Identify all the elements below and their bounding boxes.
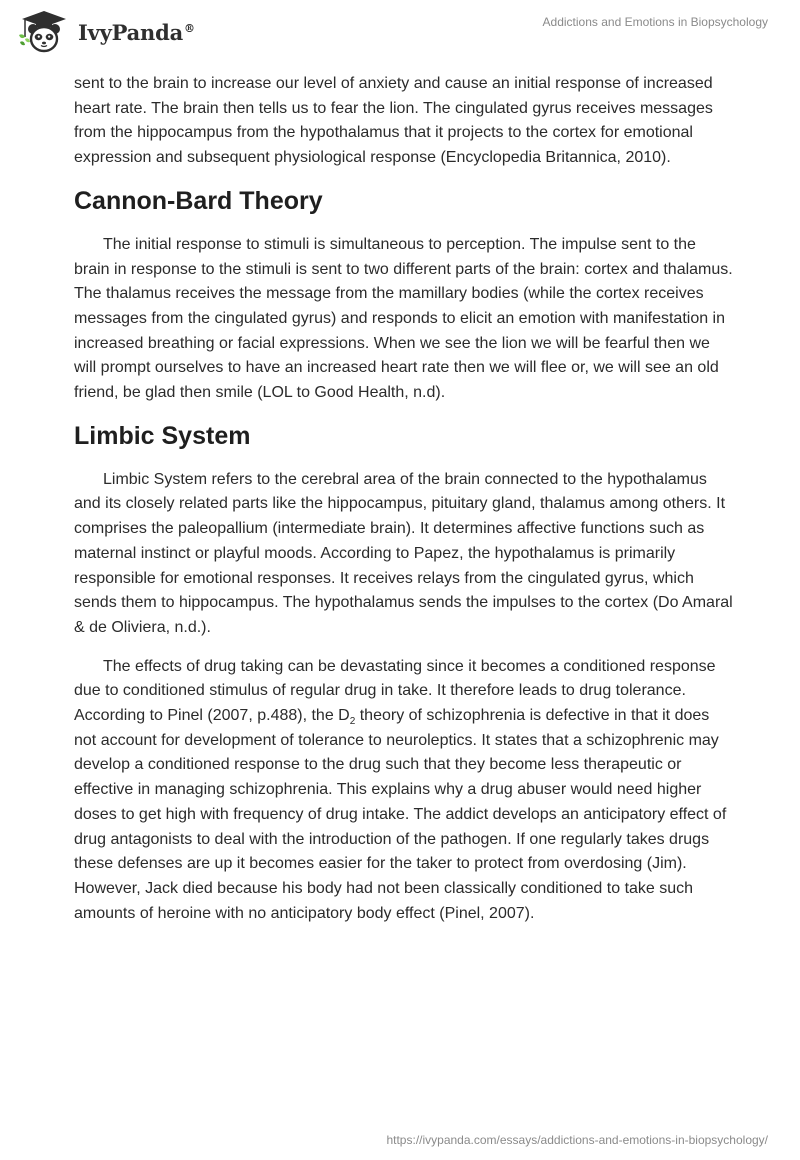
limbic-system-heading: Limbic System [74,421,251,450]
brand-logo[interactable] [14,9,195,55]
drug-tolerance-paragraph [74,655,734,927]
panda-logo-icon [14,9,74,55]
essay-content [74,72,734,940]
intro-paragraph: sent to the brain to increase our level of anxiety and cause an initial response of increased heart rate. The brain then tells us to fear the lion. The cingulated gyrus receives messages from the hippocampus from the hypothalamus that it projects to the cortex for emotional expression and subsequent physiological response (Encyclopedia Britannica, 2010). [74,75,713,167]
source-url[interactable]: https://ivypanda.com/essays/addictions-and-emotions-in-biopsychology/ [386,1133,768,1147]
cannon-bard-heading: Cannon-Bard Theory [74,186,323,215]
brand-name: IvyPanda® [78,19,195,45]
drug-tolerance-text-end: theory of schizophrenia is defective in that it does not account for development of tolerance to neuroleptics. It states that a schizophrenic may develop a conditioned response to the drug such that they become less therapeutic or effective in managing schizophrenia. This explains why a drug abuser would need higher doses to get high with frequency of drug intake. The addict develops an anticipatory effect of drug antagonists to deal with the introduction of the pathogen. If one regularly takes drugs these defenses are up it becomes easier for the taker to protect from overdosing (Jim). However, Jack died because his body had not been classically conditioned to take such amounts of heroine with no anticipatory body effect (Pinel, 2007). [74,707,727,922]
limbic-system-paragraph: Limbic System refers to the cerebral area of the brain connected to the hypothalamus and its closely related parts like the hippocampus, pituitary gland, thalamus among others. It comprises the paleopallium (intermediate brain). It determines affective functions such as maternal instinct or playful moods. According to Papez, the hypothalamus is primarily responsible for emotional responses. It receives relays from the cingulated gyrus, which sends them to hippocampus. The hypothalamus sends the impulses to the cortex (Do Amaral & de Oliviera, n.d.). [74,470,733,636]
document-title: Addictions and Emotions in Biopsychology [542,15,768,29]
d2-subscript: 2 [349,716,356,728]
registered-mark: ® [184,21,195,35]
drug-tolerance-text-start: The effects of drug taking can be devastating since it becomes a conditioned response due to conditioned stimulus of regular drug in take. It therefore leads to drug tolerance. According to Pinel (2007, p.488), the D [74,657,716,725]
cannon-bard-paragraph: The initial response to stimuli is simultaneous to perception. The impulse sent to the brain in response to the stimuli is sent to two different parts of the brain: cortex and thalamus. The thalamus receives the message from the mamillary bodies (while the cortex receives messages from the cingulated gyrus) and responds to elicit an emotion with manifestation in increased breathing or facial expressions. When we see the lion we will be fearful then we will prompt ourselves to have an increased heart rate then we will flee or, we will see an old friend, be glad then smile (LOL to Good Health, n.d). [74,235,733,402]
page-header [0,0,800,64]
